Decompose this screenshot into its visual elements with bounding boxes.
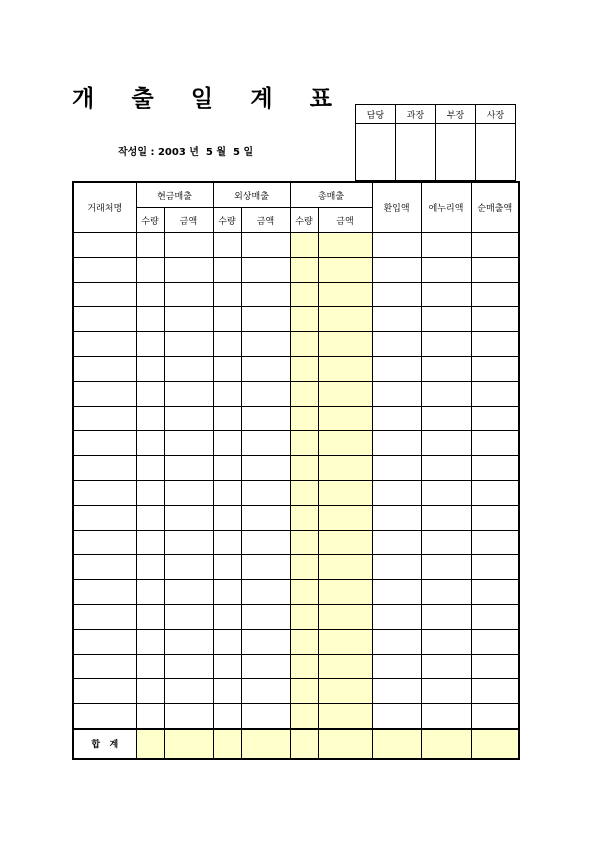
- table-cell[interactable]: [290, 629, 318, 654]
- table-row: [73, 580, 519, 605]
- table-cell[interactable]: [421, 282, 471, 307]
- table-cell[interactable]: [241, 431, 290, 456]
- table-cell[interactable]: [213, 406, 241, 431]
- table-row: [73, 233, 519, 258]
- header-credit-sales: 외상매출: [213, 182, 290, 208]
- table-cell[interactable]: [241, 307, 290, 332]
- table-cell[interactable]: [318, 356, 372, 381]
- table-cell[interactable]: [471, 629, 519, 654]
- table-cell[interactable]: [421, 456, 471, 481]
- table-cell[interactable]: [213, 505, 241, 530]
- table-cell[interactable]: [136, 629, 164, 654]
- table-cell[interactable]: [290, 257, 318, 282]
- table-cell[interactable]: [164, 406, 213, 431]
- table-cell[interactable]: [136, 505, 164, 530]
- table-cell[interactable]: [318, 282, 372, 307]
- table-cell[interactable]: [318, 480, 372, 505]
- total-label: 합 계: [73, 729, 136, 759]
- total-cell[interactable]: [290, 729, 318, 759]
- table-cell[interactable]: [372, 282, 421, 307]
- document-title: [72, 84, 332, 114]
- table-cell[interactable]: [372, 480, 421, 505]
- table-cell[interactable]: [290, 406, 318, 431]
- table-cell[interactable]: [290, 456, 318, 481]
- table-cell[interactable]: [290, 307, 318, 332]
- table-cell[interactable]: [136, 282, 164, 307]
- table-cell[interactable]: [421, 233, 471, 258]
- table-cell[interactable]: [471, 505, 519, 530]
- table-cell[interactable]: [421, 307, 471, 332]
- table-cell[interactable]: [318, 654, 372, 679]
- table-cell[interactable]: [372, 381, 421, 406]
- table-cell[interactable]: [318, 555, 372, 580]
- table-cell[interactable]: [290, 679, 318, 704]
- table-cell[interactable]: [290, 356, 318, 381]
- approval-header-dept-head: 부장: [436, 105, 476, 124]
- table-cell[interactable]: [164, 505, 213, 530]
- approval-sign-dept-head[interactable]: [436, 124, 476, 181]
- total-cell[interactable]: [372, 729, 421, 759]
- table-cell[interactable]: [318, 580, 372, 605]
- table-row: [73, 704, 519, 729]
- table-cell[interactable]: [213, 629, 241, 654]
- table-cell[interactable]: [136, 307, 164, 332]
- table-cell[interactable]: [372, 530, 421, 555]
- table-cell[interactable]: [241, 704, 290, 729]
- table-cell[interactable]: [213, 580, 241, 605]
- table-cell[interactable]: [471, 555, 519, 580]
- total-cell[interactable]: [213, 729, 241, 759]
- total-cell[interactable]: [471, 729, 519, 759]
- table-cell[interactable]: [241, 555, 290, 580]
- table-cell[interactable]: [213, 679, 241, 704]
- table-cell[interactable]: [164, 704, 213, 729]
- table-cell[interactable]: [136, 381, 164, 406]
- date-year: 2003: [157, 147, 186, 158]
- table-cell[interactable]: [471, 381, 519, 406]
- table-cell[interactable]: [290, 530, 318, 555]
- table-row: [73, 307, 519, 332]
- subheader-amount: 금액: [318, 208, 372, 233]
- table-cell[interactable]: [241, 679, 290, 704]
- table-cell[interactable]: [372, 704, 421, 729]
- table-cell[interactable]: [164, 679, 213, 704]
- table-cell[interactable]: [213, 381, 241, 406]
- subheader-qty: 수량: [136, 208, 164, 233]
- table-row: [73, 431, 519, 456]
- table-cell[interactable]: [241, 505, 290, 530]
- table-cell[interactable]: [471, 257, 519, 282]
- table-cell[interactable]: [318, 604, 372, 629]
- total-cell[interactable]: [318, 729, 372, 759]
- table-cell[interactable]: [164, 629, 213, 654]
- table-cell[interactable]: [421, 480, 471, 505]
- header-returns: 환입액: [372, 182, 421, 233]
- table-row: [73, 604, 519, 629]
- table-cell[interactable]: [241, 654, 290, 679]
- table-cell[interactable]: [318, 406, 372, 431]
- table-body: [73, 233, 519, 729]
- table-cell[interactable]: [73, 406, 136, 431]
- table-cell[interactable]: [136, 480, 164, 505]
- table-cell[interactable]: [213, 456, 241, 481]
- table-cell[interactable]: [421, 654, 471, 679]
- table-cell[interactable]: [421, 704, 471, 729]
- table-cell[interactable]: [241, 332, 290, 357]
- day-unit: 일: [243, 147, 254, 158]
- table-cell[interactable]: [136, 406, 164, 431]
- table-cell[interactable]: [164, 233, 213, 258]
- table-cell[interactable]: [421, 431, 471, 456]
- table-cell[interactable]: [73, 704, 136, 729]
- table-cell[interactable]: [290, 233, 318, 258]
- table-cell[interactable]: [318, 505, 372, 530]
- header-cash-sales: 현금매출: [136, 182, 213, 208]
- table-cell[interactable]: [318, 456, 372, 481]
- table-cell[interactable]: [213, 233, 241, 258]
- table-cell[interactable]: [318, 332, 372, 357]
- table-cell[interactable]: [164, 356, 213, 381]
- table-cell[interactable]: [73, 580, 136, 605]
- table-cell[interactable]: [164, 456, 213, 481]
- table-cell[interactable]: [136, 356, 164, 381]
- table-cell[interactable]: [318, 704, 372, 729]
- total-cell[interactable]: [164, 729, 213, 759]
- table-row: [73, 257, 519, 282]
- table-cell[interactable]: [318, 629, 372, 654]
- table-cell[interactable]: [290, 654, 318, 679]
- table-cell[interactable]: [290, 580, 318, 605]
- header-client: 거래처명: [73, 182, 136, 233]
- table-cell[interactable]: [73, 530, 136, 555]
- table-cell[interactable]: [372, 431, 421, 456]
- table-cell[interactable]: [241, 456, 290, 481]
- table-row: [73, 356, 519, 381]
- table-cell[interactable]: [136, 332, 164, 357]
- header-discount: 에누리액: [421, 182, 471, 233]
- creation-date: [118, 143, 253, 158]
- subheader-qty: 수량: [290, 208, 318, 233]
- table-cell[interactable]: [318, 233, 372, 258]
- total-cell[interactable]: [421, 729, 471, 759]
- approval-sign-staff[interactable]: [356, 124, 396, 181]
- table-cell[interactable]: [136, 257, 164, 282]
- date-label: 작성일 :: [118, 147, 155, 158]
- table-cell[interactable]: [372, 654, 421, 679]
- table-cell[interactable]: [471, 654, 519, 679]
- table-cell[interactable]: [136, 555, 164, 580]
- table-cell[interactable]: [164, 431, 213, 456]
- table-cell[interactable]: [164, 307, 213, 332]
- table-cell[interactable]: [213, 654, 241, 679]
- table-cell[interactable]: [421, 406, 471, 431]
- table-row: [73, 332, 519, 357]
- table-cell[interactable]: [372, 604, 421, 629]
- table-cell[interactable]: [241, 406, 290, 431]
- table-cell[interactable]: [136, 654, 164, 679]
- total-cell[interactable]: [241, 729, 290, 759]
- table-cell[interactable]: [164, 480, 213, 505]
- approval-header-president: 사장: [476, 105, 516, 124]
- table-cell[interactable]: [290, 282, 318, 307]
- table-cell[interactable]: [73, 431, 136, 456]
- table-cell[interactable]: [421, 604, 471, 629]
- table-cell[interactable]: [241, 580, 290, 605]
- sales-table: [72, 181, 520, 760]
- table-cell[interactable]: [213, 282, 241, 307]
- table-row: [73, 480, 519, 505]
- table-cell[interactable]: [372, 307, 421, 332]
- table-cell[interactable]: [73, 332, 136, 357]
- table-cell[interactable]: [73, 307, 136, 332]
- table-cell[interactable]: [421, 530, 471, 555]
- table-cell[interactable]: [290, 555, 318, 580]
- approval-box: [355, 104, 516, 181]
- table-row: [73, 381, 519, 406]
- table-cell[interactable]: [372, 505, 421, 530]
- table-cell[interactable]: [136, 456, 164, 481]
- table-row: [73, 282, 519, 307]
- table-cell[interactable]: [421, 555, 471, 580]
- table-cell[interactable]: [372, 580, 421, 605]
- table-row: [73, 406, 519, 431]
- table-row: [73, 530, 519, 555]
- table-cell[interactable]: [318, 381, 372, 406]
- table-cell[interactable]: [421, 332, 471, 357]
- subheader-amount: 금액: [241, 208, 290, 233]
- table-cell[interactable]: [213, 480, 241, 505]
- table-cell[interactable]: [421, 505, 471, 530]
- table-cell[interactable]: [164, 332, 213, 357]
- table-cell[interactable]: [241, 282, 290, 307]
- table-cell[interactable]: [73, 282, 136, 307]
- header-total-sales: 총매출: [290, 182, 372, 208]
- title-char-3: 일: [190, 86, 214, 112]
- header-net-sales: 순매출액: [471, 182, 519, 233]
- table-row: [73, 679, 519, 704]
- table-cell[interactable]: [290, 704, 318, 729]
- date-day: 5: [233, 147, 240, 158]
- table-cell[interactable]: [213, 530, 241, 555]
- table-cell[interactable]: [241, 257, 290, 282]
- table-cell[interactable]: [73, 480, 136, 505]
- table-cell[interactable]: [471, 356, 519, 381]
- table-cell[interactable]: [241, 604, 290, 629]
- table-cell[interactable]: [421, 679, 471, 704]
- table-cell[interactable]: [164, 282, 213, 307]
- approval-sign-section-chief[interactable]: [396, 124, 436, 181]
- table-row: [73, 555, 519, 580]
- table-cell[interactable]: [73, 679, 136, 704]
- table-cell[interactable]: [213, 604, 241, 629]
- table-row: [73, 629, 519, 654]
- table-cell[interactable]: [213, 307, 241, 332]
- table-cell[interactable]: [471, 233, 519, 258]
- table-cell[interactable]: [164, 654, 213, 679]
- table-cell[interactable]: [73, 604, 136, 629]
- table-cell[interactable]: [213, 332, 241, 357]
- table-cell[interactable]: [372, 406, 421, 431]
- table-cell[interactable]: [471, 679, 519, 704]
- table-cell[interactable]: [372, 679, 421, 704]
- table-cell[interactable]: [471, 480, 519, 505]
- title-char-5: 표: [309, 86, 332, 112]
- table-cell[interactable]: [73, 505, 136, 530]
- table-cell[interactable]: [421, 356, 471, 381]
- table-cell[interactable]: [290, 332, 318, 357]
- table-cell[interactable]: [73, 381, 136, 406]
- table-cell[interactable]: [136, 604, 164, 629]
- table-cell[interactable]: [471, 431, 519, 456]
- table-cell[interactable]: [241, 233, 290, 258]
- table-cell[interactable]: [136, 233, 164, 258]
- year-unit: 년: [189, 147, 199, 158]
- table-cell[interactable]: [471, 580, 519, 605]
- table-cell[interactable]: [318, 257, 372, 282]
- table-cell[interactable]: [213, 356, 241, 381]
- table-cell[interactable]: [372, 356, 421, 381]
- table-cell[interactable]: [421, 580, 471, 605]
- table-cell[interactable]: [471, 282, 519, 307]
- table-cell[interactable]: [421, 257, 471, 282]
- date-month: 5: [205, 147, 213, 158]
- table-cell[interactable]: [290, 431, 318, 456]
- table-cell[interactable]: [136, 530, 164, 555]
- table-cell[interactable]: [290, 505, 318, 530]
- title-char-4: 계: [250, 86, 273, 112]
- table-cell[interactable]: [73, 257, 136, 282]
- table-cell[interactable]: [471, 530, 519, 555]
- table-cell[interactable]: [73, 356, 136, 381]
- table-cell[interactable]: [290, 381, 318, 406]
- table-cell[interactable]: [471, 307, 519, 332]
- table-cell[interactable]: [213, 431, 241, 456]
- approval-header-section-chief: 과장: [396, 105, 436, 124]
- table-row: [73, 505, 519, 530]
- table-cell[interactable]: [73, 233, 136, 258]
- table-cell[interactable]: [164, 580, 213, 605]
- table-cell[interactable]: [164, 604, 213, 629]
- subheader-amount: 금액: [164, 208, 213, 233]
- table-cell[interactable]: [372, 555, 421, 580]
- table-cell[interactable]: [318, 307, 372, 332]
- table-cell[interactable]: [213, 555, 241, 580]
- table-cell[interactable]: [471, 704, 519, 729]
- table-cell[interactable]: [471, 456, 519, 481]
- table-cell[interactable]: [421, 381, 471, 406]
- table-cell[interactable]: [318, 530, 372, 555]
- table-cell[interactable]: [164, 555, 213, 580]
- table-cell[interactable]: [372, 456, 421, 481]
- table-cell[interactable]: [164, 381, 213, 406]
- table-row: [73, 654, 519, 679]
- table-cell[interactable]: [213, 257, 241, 282]
- table-cell[interactable]: [136, 679, 164, 704]
- table-cell[interactable]: [471, 332, 519, 357]
- table-cell[interactable]: [318, 431, 372, 456]
- table-cell[interactable]: [421, 629, 471, 654]
- total-cell[interactable]: [136, 729, 164, 759]
- table-cell[interactable]: [372, 233, 421, 258]
- table-cell[interactable]: [372, 332, 421, 357]
- table-cell[interactable]: [213, 704, 241, 729]
- table-cell[interactable]: [136, 431, 164, 456]
- table-cell[interactable]: [290, 480, 318, 505]
- title-char-2: 출: [131, 86, 154, 112]
- table-cell[interactable]: [241, 356, 290, 381]
- title-char-1: 개: [72, 86, 95, 112]
- table-cell[interactable]: [241, 530, 290, 555]
- table-cell[interactable]: [471, 406, 519, 431]
- table-cell[interactable]: [136, 704, 164, 729]
- month-unit: 월: [216, 147, 227, 158]
- approval-sign-president[interactable]: [476, 124, 516, 181]
- table-cell[interactable]: [73, 654, 136, 679]
- table-cell[interactable]: [164, 530, 213, 555]
- table-cell[interactable]: [164, 257, 213, 282]
- table-cell[interactable]: [241, 629, 290, 654]
- table-cell[interactable]: [372, 257, 421, 282]
- table-cell[interactable]: [73, 629, 136, 654]
- table-cell[interactable]: [471, 604, 519, 629]
- table-cell[interactable]: [73, 456, 136, 481]
- table-cell[interactable]: [372, 629, 421, 654]
- table-cell[interactable]: [290, 604, 318, 629]
- table-cell[interactable]: [241, 381, 290, 406]
- table-cell[interactable]: [241, 480, 290, 505]
- table-row: [73, 456, 519, 481]
- approval-header-staff: 담당: [356, 105, 396, 124]
- table-cell[interactable]: [136, 580, 164, 605]
- table-cell[interactable]: [318, 679, 372, 704]
- subheader-qty: 수량: [213, 208, 241, 233]
- table-cell[interactable]: [73, 555, 136, 580]
